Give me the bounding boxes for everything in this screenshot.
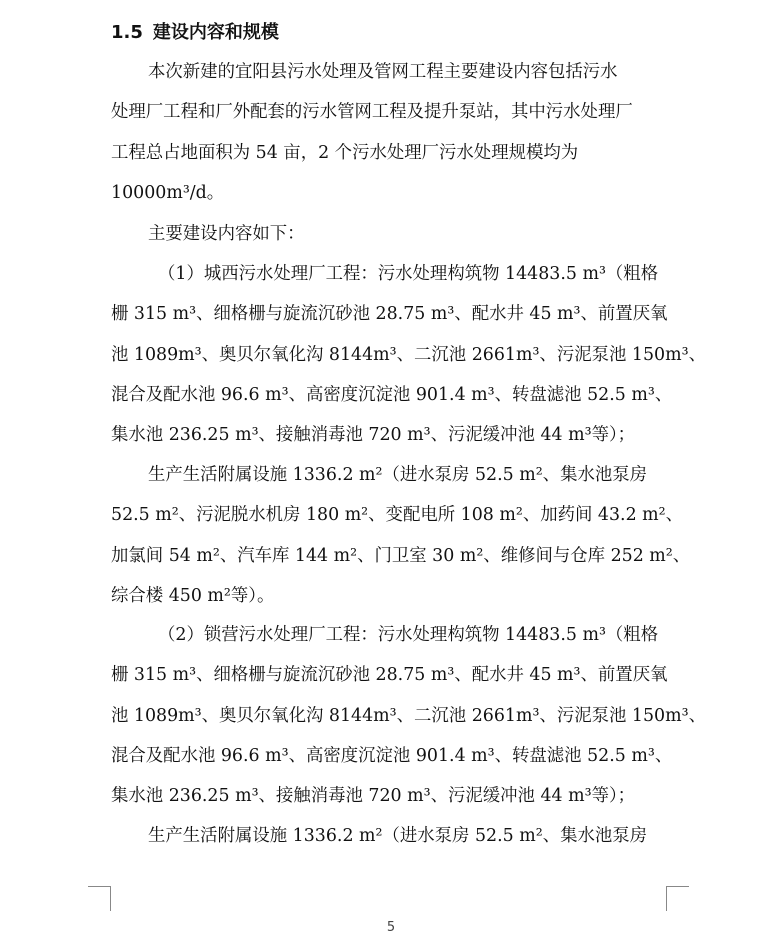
text-line: 综合楼 450 m²等）。	[111, 585, 275, 606]
paragraph-content-intro	[111, 214, 673, 254]
paragraph-suoying-plant	[111, 615, 706, 816]
text-line: 混合及配水池 96.6 m³、高密度沉淀池 901.4 m³、转盘滤池 52.5 m³、	[111, 745, 673, 766]
paragraph-suoying-facilities	[111, 816, 673, 856]
text-line: 加氯间 54 m²、汽车库 144 m²、门卫室 30 m²、维修间与仓库 252 m²、	[111, 545, 691, 566]
text-line: 10000m³/d。	[111, 182, 225, 203]
text-line: 处理厂工程和厂外配套的污水管网工程及提升泵站，其中污水处理厂	[111, 102, 633, 123]
paragraph-intro	[111, 52, 673, 213]
paragraph-chengxi-facilities	[111, 455, 691, 616]
section-number: 1.5	[111, 22, 143, 43]
text-line: 生产生活附属设施 1336.2 m²（进水泵房 52.5 m²、集水池泵房	[148, 826, 648, 846]
section-title: 建设内容和规模	[152, 22, 279, 43]
text-line: 52.5 m²、污泥脱水机房 180 m²、变配电所 108 m²、加药间 43.2 m²、	[111, 505, 684, 526]
paragraph-chengxi-plant	[111, 254, 706, 455]
text-line: 本次新建的宜阳县污水处理及管网工程主要建设内容包括污水	[148, 62, 618, 82]
text-line: 主要建设内容如下：	[148, 224, 305, 244]
text-line: （1）城西污水处理厂工程：污水处理构筑物 14483.5 m³（粗格	[158, 264, 659, 284]
margin-corner-mark-right	[666, 886, 689, 911]
text-line: 栅 315 m³、细格栅与旋流沉砂池 28.75 m³、配水井 45 m³、前置厌氧	[111, 304, 668, 325]
text-line: 生产生活附属设施 1336.2 m²（进水泵房 52.5 m²、集水池泵房	[148, 465, 648, 485]
text-line: 栅 315 m³、细格栅与旋流沉砂池 28.75 m³、配水井 45 m³、前置厌氧	[111, 665, 668, 686]
page-number: 5	[386, 920, 396, 935]
text-line: 工程总占地面积为 54 亩，2 个污水处理厂污水处理规模均为	[111, 142, 579, 163]
text-line: 集水池 236.25 m³、接触消毒池 720 m³、污泥缓冲池 44 m³等）；	[111, 786, 636, 807]
section-heading	[111, 20, 279, 46]
text-line: （2）锁营污水处理厂工程：污水处理构筑物 14483.5 m³（粗格	[158, 625, 659, 645]
margin-corner-mark-left	[88, 886, 111, 911]
text-line: 池 1089m³、奥贝尔氧化沟 8144m³、二沉池 2661m³、污泥泵池 150m³、	[111, 344, 706, 365]
text-line: 池 1089m³、奥贝尔氧化沟 8144m³、二沉池 2661m³、污泥泵池 150m³、	[111, 705, 706, 726]
text-line: 混合及配水池 96.6 m³、高密度沉淀池 901.4 m³、转盘滤池 52.5 m³、	[111, 384, 673, 405]
text-line: 集水池 236.25 m³、接触消毒池 720 m³、污泥缓冲池 44 m³等）；	[111, 425, 636, 446]
